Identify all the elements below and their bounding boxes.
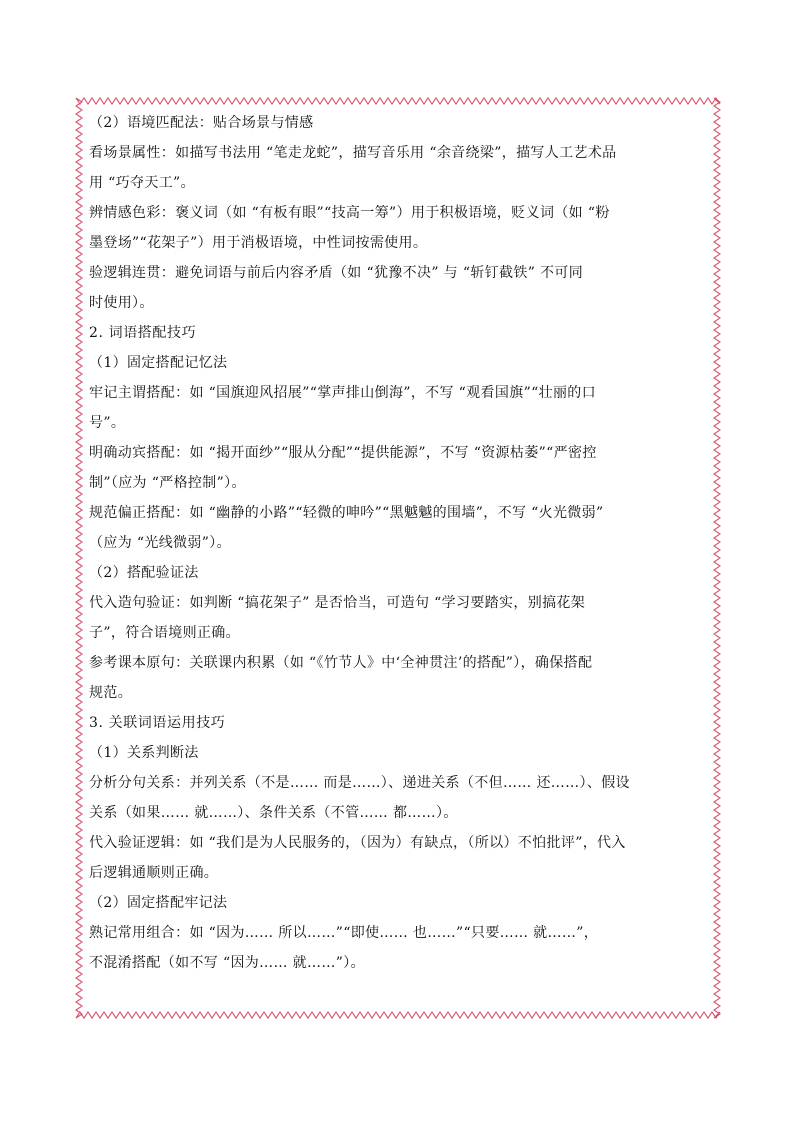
paragraph-line: 规范。 [89, 685, 133, 701]
subheading-fixed-collocation-memory: （1）固定搭配记忆法 [89, 355, 228, 371]
paragraph-line: 辨情感色彩：褒义词（如 “有板有眼”“技高一筹”）用于积极语境，贬义词（如 “粉 [89, 205, 610, 221]
section-heading-conjunction-usage: 3. 关联词语运用技巧 [89, 715, 226, 731]
paragraph-line: 代入造句验证：如判断 “搞花架子” 是否恰当，可造句 “学习要踏实，别搞花架 [89, 595, 586, 611]
paragraph-line: 验逻辑连贯：避免词语与前后内容矛盾（如 “犹豫不决” 与 “斩钉截铁” 不可同 [89, 265, 584, 281]
paragraph-line: 参考课本原句：关联课内积累（如 “《竹节人》中‘全神贯注’的搭配”），确保搭配 [89, 655, 593, 671]
paragraph-line: （应为 “光线微弱”）。 [89, 535, 231, 551]
paragraph-line: 不混淆搭配（如不写 “因为…… 就……”）。 [89, 955, 365, 971]
paragraph-line: 后逻辑通顺则正确。 [89, 865, 219, 881]
subheading-fixed-pair-memorization: （2）固定搭配牢记法 [89, 895, 228, 911]
paragraph-line: 熟记常用组合：如 “因为…… 所以……”“即使…… 也……”“只要…… 就……”， [89, 925, 599, 941]
paragraph-line: 制”（应为 “严格控制”）。 [89, 475, 246, 491]
paragraph-line: 代入验证逻辑：如 “我们是为人民服务的，（因为）有缺点，（所以）不怕批评”，代入 [89, 835, 626, 851]
paragraph-line: 牢记主谓搭配：如 “国旗迎风招展”“掌声排山倒海”，不写 “观看国旗”“壮丽的口 [89, 385, 596, 401]
subheading-context-matching: （2）语境匹配法：贴合场景与情感 [89, 115, 314, 131]
paragraph-line: 墨登场”“花架子”）用于消极语境，中性词按需使用。 [89, 235, 428, 251]
paragraph-line: 时使用）。 [89, 295, 154, 311]
paragraph-line: 关系（如果…… 就……）、条件关系（不管…… 都……）。 [89, 805, 458, 821]
section-heading-word-collocation: 2. 词语搭配技巧 [89, 325, 197, 341]
paragraph-line: 看场景属性：如描写书法用 “笔走龙蛇”，描写音乐用 “余音绕梁”，描写人工艺术品 [89, 145, 617, 161]
paragraph-line: 规范偏正搭配：如 “幽静的小路”“轻微的呻吟”“黑魆魆的围墙”，不写 “火光微弱” [89, 505, 604, 521]
paragraph-line: 号”。 [89, 415, 126, 431]
content-frame [72, 94, 724, 1022]
paragraph-line: 子”，符合语境则正确。 [89, 625, 241, 641]
paragraph-line: 分析分句关系：并列关系（不是…… 而是……）、递进关系（不但…… 还……）、假设 [89, 775, 630, 791]
document-body [89, 108, 701, 978]
paragraph-line: 用 “巧夺天工”。 [89, 175, 195, 191]
subheading-collocation-verification: （2）搭配验证法 [89, 565, 199, 581]
subheading-relation-judgement: （1）关系判断法 [89, 745, 199, 761]
paragraph-line: 明确动宾搭配：如 “揭开面纱”“服从分配”“提供能源”，不写 “资源枯萎”“严密控 [89, 445, 597, 461]
